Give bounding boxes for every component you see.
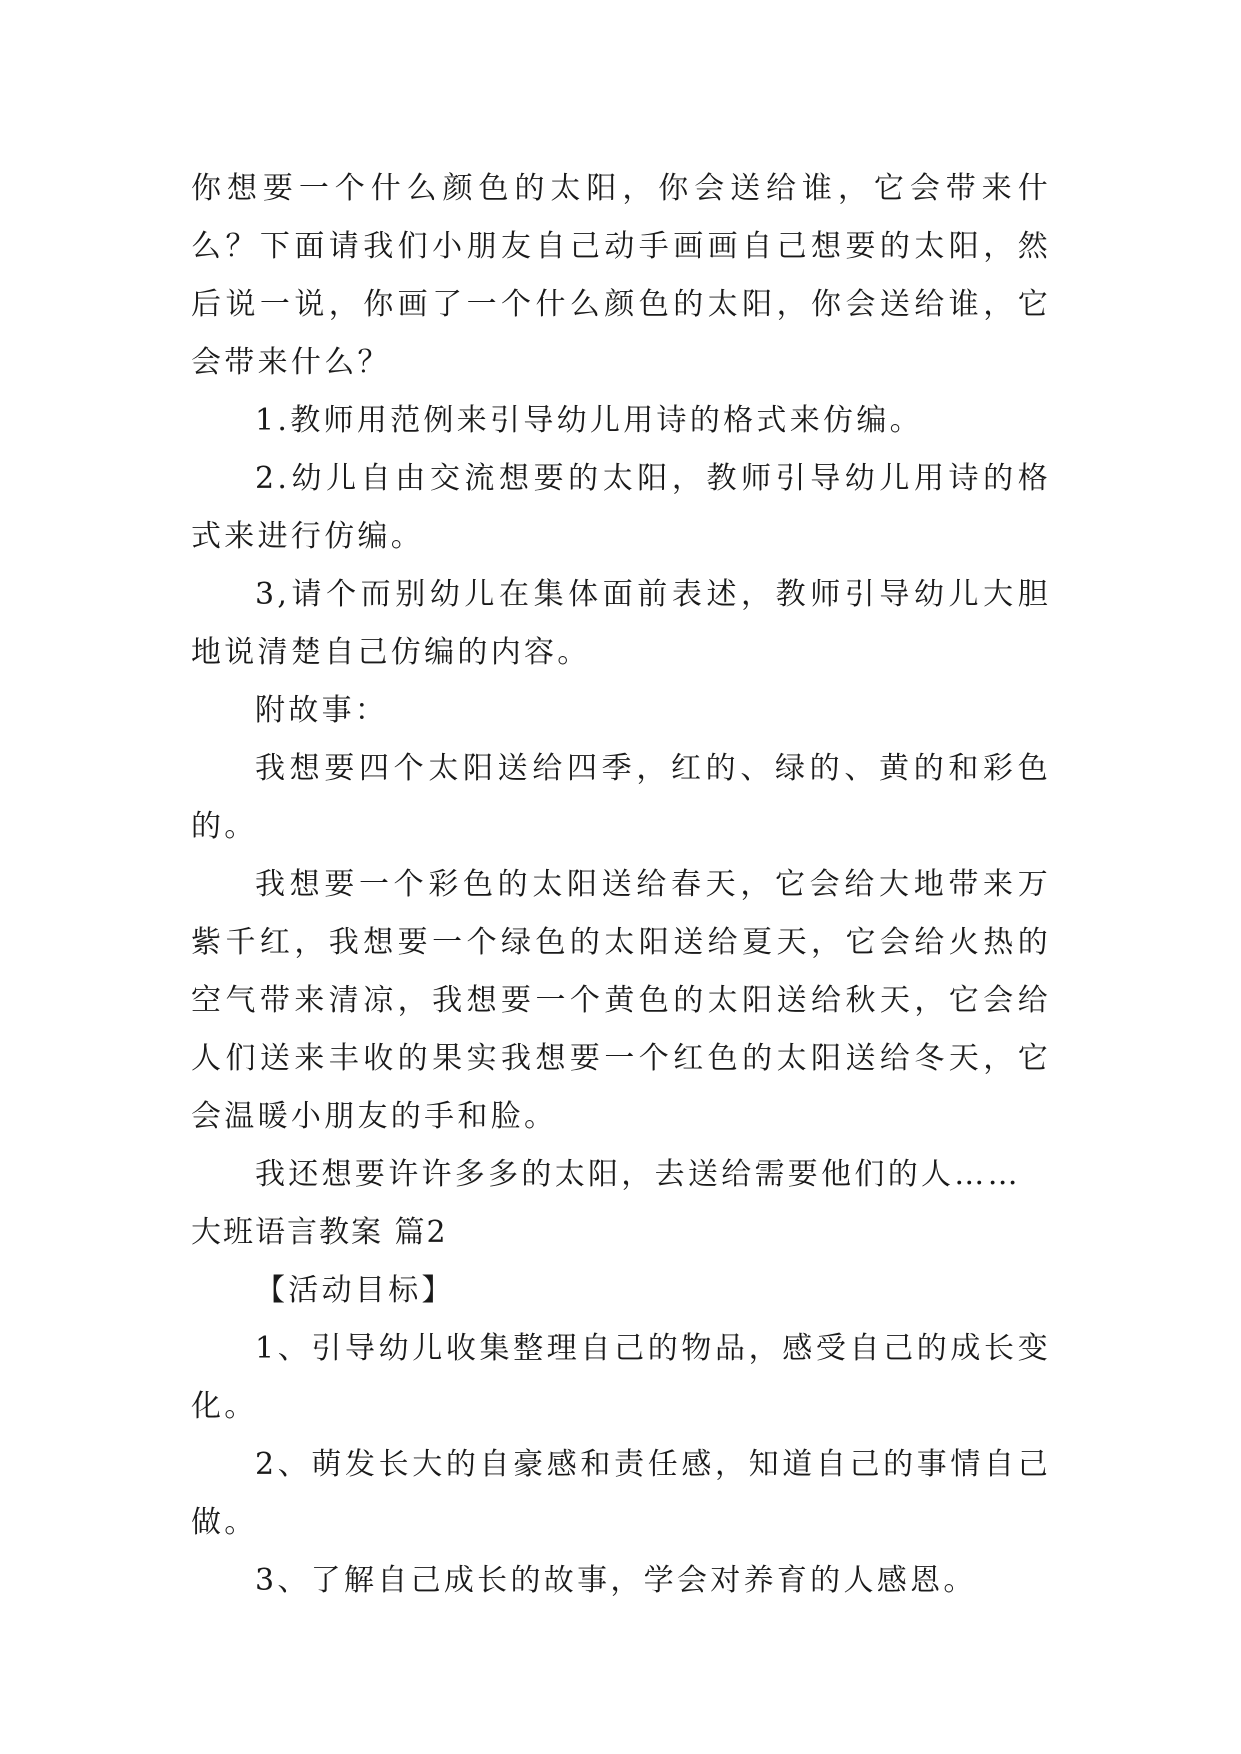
activity-goals-label: 【活动目标】 xyxy=(255,1273,455,1308)
goal-item-2: 2、萌发长大的自豪感和责任感，知道自己的事情自己做。 xyxy=(191,1447,1051,1540)
paragraph-step-3: 3,请个而别幼儿在集体面前表述，教师引导幼儿大胆地说清楚自己仿编的内容。 xyxy=(191,577,1051,670)
paragraph-step-1: 1.教师用范例来引导幼儿用诗的格式来仿编。 xyxy=(255,403,923,438)
story-paragraph-2: 我想要一个彩色的太阳送给春天，它会给大地带来万紫千红，我想要一个绿色的太阳送给夏天，它会给火热的空气带来清凉，我想要一个黄色的太阳送给秋天，它会给人们送来丰收的果实我想要一个红色的太阳送给冬天，它会温暖小朋友的手和脸。 xyxy=(191,867,1051,1134)
story-paragraph-3: 我还想要许许多多的太阳，去送给需要他们的人…… xyxy=(255,1157,1021,1192)
document-page xyxy=(191,160,1051,1610)
goal-item-1: 1、引导幼儿收集整理自己的物品，感受自己的成长变化。 xyxy=(191,1331,1051,1424)
section-heading: 大班语言教案 篇2 xyxy=(191,1215,448,1250)
story-label: 附故事： xyxy=(255,693,389,728)
story-paragraph-1: 我想要四个太阳送给四季，红的、绿的、黄的和彩色的。 xyxy=(191,751,1051,844)
paragraph-intro: 你想要一个什么颜色的太阳，你会送给谁，它会带来什么？下面请我们小朋友自己动手画画自己想要的太阳，然后说一说，你画了一个什么颜色的太阳，你会送给谁，它会带来什么？ xyxy=(191,171,1051,380)
goal-item-3: 3、了解自己成长的故事，学会对养育的人感恩。 xyxy=(255,1563,977,1598)
paragraph-step-2: 2.幼儿自由交流想要的太阳，教师引导幼儿用诗的格式来进行仿编。 xyxy=(191,461,1051,554)
